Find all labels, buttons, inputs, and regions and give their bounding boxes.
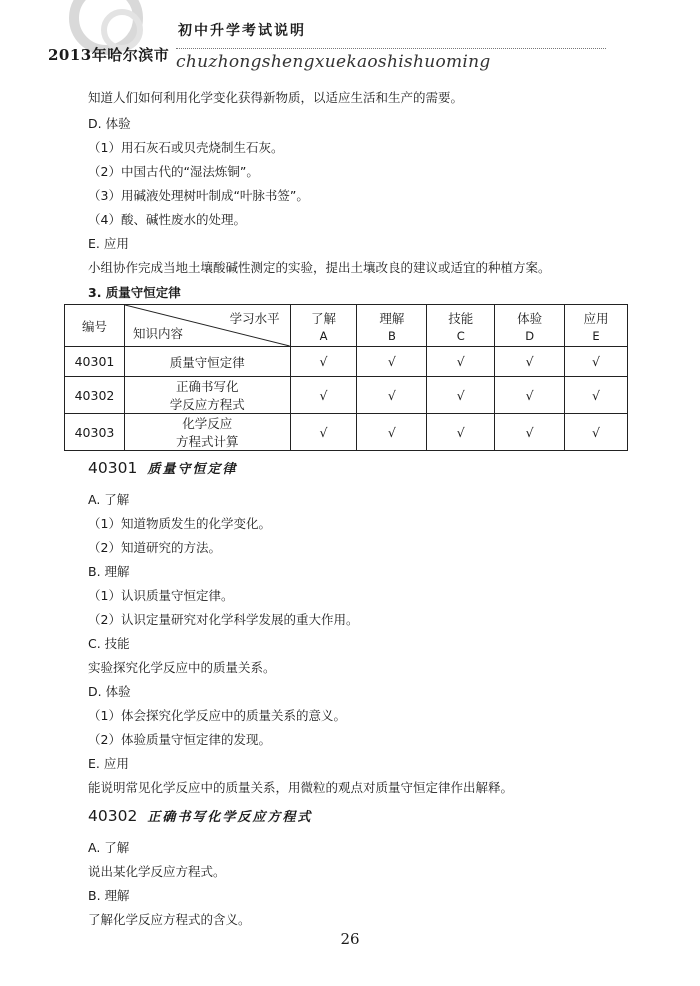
check-mark: √	[290, 414, 357, 451]
level-item: （2）认识定量研究对化学科学发展的重大作用。	[88, 612, 359, 627]
level-heading: A. 了解	[88, 840, 130, 855]
check-mark: √	[565, 347, 628, 377]
level-item: （1）认识质量守恒定律。	[88, 588, 234, 603]
intro-d-item: （4）酸、碱性废水的处理。	[88, 212, 246, 227]
table-header-level: 技能 C	[427, 305, 495, 347]
check-mark: √	[495, 377, 565, 414]
intro-e-heading: E. 应用	[88, 236, 129, 251]
table-header-level: 理解 B	[357, 305, 427, 347]
intro-d-heading: D. 体验	[88, 116, 131, 131]
table-header-level: 应用 E	[565, 305, 628, 347]
table-row	[65, 414, 628, 451]
intro-d-item: （3）用碱液处理树叶制成“叶脉书签”。	[88, 188, 309, 203]
check-mark: √	[565, 414, 628, 451]
table-header-code: 编号	[65, 305, 125, 347]
level-text: 实验探究化学反应中的质量关系。	[88, 660, 276, 675]
row-code: 40301	[65, 347, 125, 377]
level-item: （2）体验质量守恒定律的发现。	[88, 732, 271, 747]
level-heading: D. 体验	[88, 684, 131, 699]
header-pinyin: chuzhongshengxuekaoshishuoming	[176, 52, 491, 72]
intro-d-item: （2）中国古代的“湿法炼铜”。	[88, 164, 259, 179]
row-code: 40302	[65, 377, 125, 414]
intro-e-text: 小组协作完成当地土壤酸碱性测定的实验，提出土壤改良的建议或适宜的种植方案。	[88, 260, 551, 275]
table-row	[65, 347, 628, 377]
table-header-content-label: 知识内容	[132, 326, 183, 341]
row-content: 正确书写化 学反应方程式	[124, 377, 290, 414]
table-header-diagonal	[124, 305, 290, 347]
level-text: 了解化学反应方程式的含义。	[88, 912, 251, 927]
subsection-heading: 40302 正确书写化学反应方程式	[88, 807, 313, 825]
intro-line: 知道人们如何利用化学变化获得新物质，以适应生活和生产的需要。	[88, 90, 464, 105]
subsection-heading: 40301 质量守恒定律	[88, 459, 238, 477]
row-content: 化学反应 方程式计算	[124, 414, 290, 451]
level-heading: E. 应用	[88, 756, 129, 771]
check-mark: √	[290, 377, 357, 414]
level-item: （1）体会探究化学反应中的质量关系的意义。	[88, 708, 346, 723]
check-mark: √	[357, 347, 427, 377]
check-mark: √	[565, 377, 628, 414]
page-number: 26	[340, 930, 360, 948]
knowledge-level-table	[64, 304, 628, 451]
row-content: 质量守恒定律	[124, 347, 290, 377]
intro-d-item: （1）用石灰石或贝壳烧制生石灰。	[88, 140, 284, 155]
check-mark: √	[290, 347, 357, 377]
level-heading: B. 理解	[88, 564, 130, 579]
level-text: 能说明常见化学反应中的质量关系，用微粒的观点对质量守恒定律作出解释。	[88, 780, 514, 795]
level-heading: A. 了解	[88, 492, 130, 507]
level-heading: B. 理解	[88, 888, 130, 903]
level-item: （2）知道研究的方法。	[88, 540, 221, 555]
row-code: 40303	[65, 414, 125, 451]
check-mark: √	[427, 347, 495, 377]
check-mark: √	[357, 414, 427, 451]
level-text: 说出某化学反应方程式。	[88, 864, 226, 879]
check-mark: √	[495, 347, 565, 377]
check-mark: √	[495, 414, 565, 451]
section-heading: 3. 质量守恒定律	[88, 285, 181, 300]
header-title: 初中升学考试说明	[178, 23, 306, 39]
table-header-level: 了解 A	[290, 305, 357, 347]
check-mark: √	[427, 377, 495, 414]
header-divider	[176, 48, 606, 49]
level-heading: C. 技能	[88, 636, 130, 651]
table-header-level-label: 学习水平	[229, 311, 280, 326]
check-mark: √	[427, 414, 495, 451]
header-year-label: 2013年哈尔滨市	[48, 46, 170, 64]
table-header-level: 体验 D	[495, 305, 565, 347]
level-item: （1）知道物质发生的化学变化。	[88, 516, 271, 531]
check-mark: √	[357, 377, 427, 414]
table-row	[65, 377, 628, 414]
